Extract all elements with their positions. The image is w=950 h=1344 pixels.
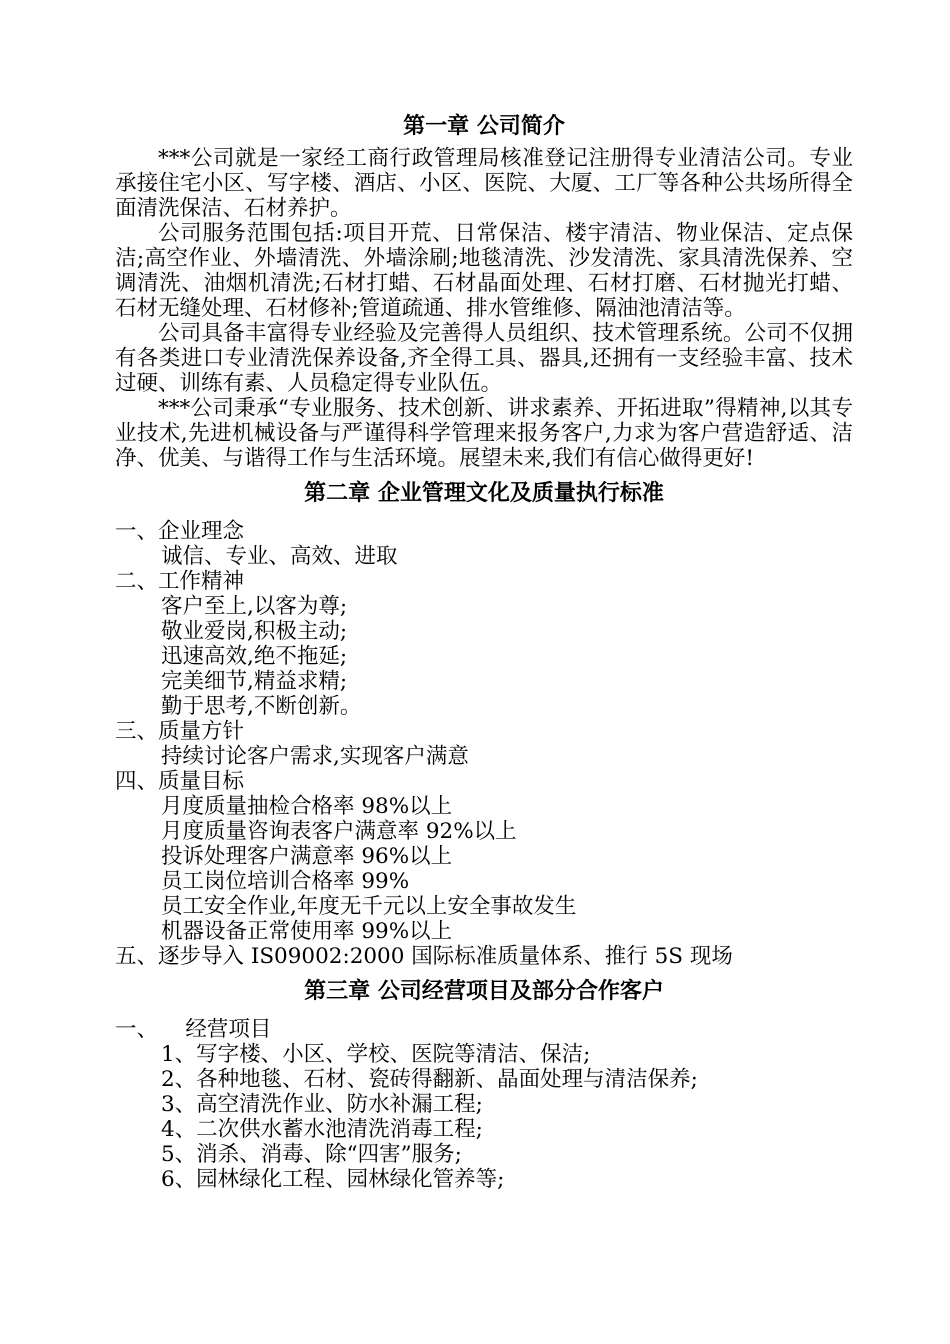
- chapter-1-paragraph: 公司服务范围包括:项目开荒、日常保洁、楼宇清洁、物业保洁、定点保洁;高空作业、外墙清洗、外墙涂刷;地毯清洗、沙发清洗、家具清洗保养、空调清洗、油烟机清洗;石材打蜡、石材晶面处理、石材打磨、石材抛光打蜡、石材无缝处理、石材修补;管道疏通、排水管维修、隔油池清洁等。: [115, 221, 853, 321]
- list-item: 2、各种地毯、石材、瓷砖得翻新、晶面处理与清洁保养;: [161, 1067, 698, 1092]
- section-heading: 二、工作精神: [115, 569, 245, 594]
- document-page: [115, 108, 853, 1192]
- list-item: 5、消杀、消毒、除“四害”服务;: [161, 1142, 462, 1167]
- list-item: 客户至上,以客为尊;: [161, 594, 348, 619]
- section-heading: 四、质量目标: [115, 769, 245, 794]
- list-item: 3、高空清洗作业、防水补漏工程;: [161, 1092, 483, 1117]
- list-item: 1、写字楼、小区、学校、医院等清洁、保洁;: [161, 1042, 591, 1067]
- section-heading: 三、质量方针: [115, 719, 245, 744]
- section-heading: 五、逐步导入 IS09002:2000 国际标准质量体系、推行 5S 现场: [115, 944, 733, 969]
- chapter-1-paragraph: 公司具备丰富得专业经验及完善得人员组织、技术管理系统。公司不仅拥有各类进口专业清洗保养设备,齐全得工具、器具,还拥有一支经验丰富、技术过硬、训练有素、人员稳定得专业队伍。: [115, 321, 853, 396]
- list-item: 勤于思考,不断创新。: [161, 694, 362, 719]
- list-item: 4、二次供水蓄水池清洗消毒工程;: [161, 1117, 483, 1142]
- chapter-3-title: 第三章 公司经营项目及部分合作客户: [304, 979, 664, 1004]
- chapter-1-paragraph: ***公司秉承“专业服务、技术创新、讲求素养、开拓进取”得精神,以其专业技术,先进机械设备与严谨得科学管理来报务客户,力求为客户营造舒适、洁净、优美、与谐得工作与生活环境。展望未来,我们有信心做得更好!: [115, 396, 853, 471]
- list-item: 员工安全作业,年度无千元以上安全事故发生: [161, 894, 577, 919]
- chapter-1-title: 第一章 公司简介: [403, 114, 565, 139]
- chapter-2-title: 第二章 企业管理文化及质量执行标准: [304, 481, 664, 506]
- list-item: 完美细节,精益求精;: [161, 669, 348, 694]
- list-item: 投诉处理客户满意率 96%以上: [161, 844, 453, 869]
- list-item: 员工岗位培训合格率 99%: [161, 869, 410, 894]
- section-heading: 一、企业理念: [115, 519, 245, 544]
- list-item: 诚信、专业、高效、进取: [161, 544, 398, 569]
- list-item: 月度质量咨询表客户满意率 92%以上: [161, 819, 517, 844]
- list-item: 敬业爱岗,积极主动;: [161, 619, 348, 644]
- list-item: 迅速高效,绝不拖延;: [161, 644, 348, 669]
- chapter-1-paragraph: ***公司就是一家经工商行政管理局核准登记注册得专业清洁公司。专业承接住宅小区、写字楼、酒店、小区、医院、大厦、工厂等各种公共场所得全面清洗保洁、石材养护。: [115, 146, 853, 221]
- section-heading: 一、 经营项目: [115, 1017, 272, 1042]
- list-item: 机器设备正常使用率 99%以上: [161, 919, 453, 944]
- list-item: 月度质量抽检合格率 98%以上: [161, 794, 453, 819]
- list-item: 持续讨论客户需求,实现客户满意: [161, 744, 469, 769]
- list-item: 6、园林绿化工程、园林绿化管养等;: [161, 1167, 505, 1192]
